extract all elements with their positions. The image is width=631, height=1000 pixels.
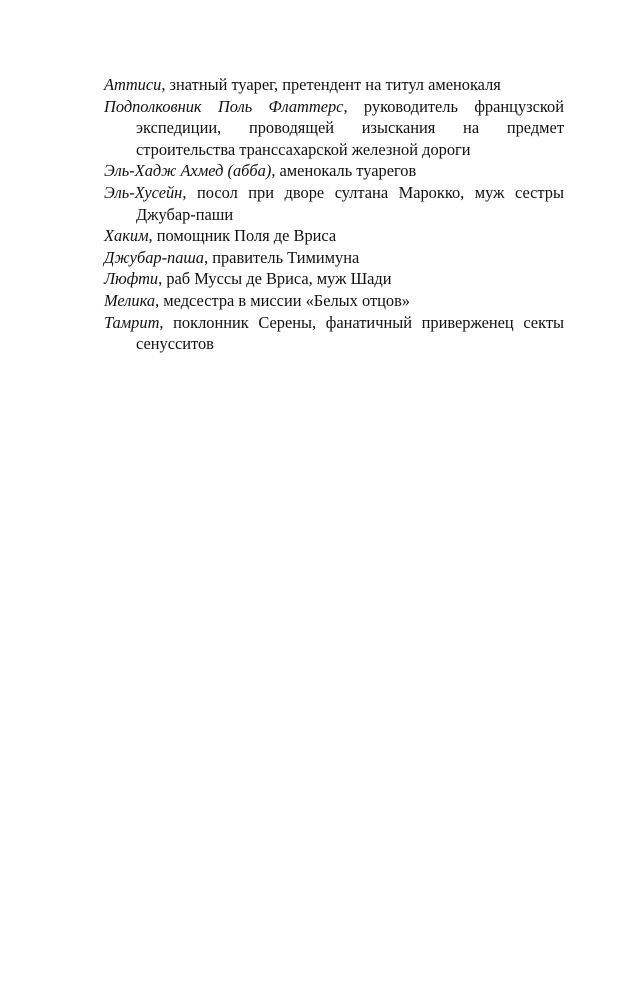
character-description: , знатный туарег, претендент на титул аменокаля xyxy=(161,75,501,94)
character-name: Мелика xyxy=(104,290,156,310)
character-description: , помощник Поля де Вриса xyxy=(148,226,337,246)
character-description: , правитель Тимимуна xyxy=(204,247,360,267)
character-entry-tamrit xyxy=(104,312,564,355)
character-name: Эль-Хадж Ахмед (абба) xyxy=(104,161,272,181)
character-list xyxy=(104,74,564,355)
character-name: Эль-Хусейн xyxy=(104,182,183,202)
character-name: Аттиси xyxy=(104,75,162,94)
character-entry-hakim xyxy=(104,225,564,247)
character-entry-el-husein xyxy=(104,182,564,225)
character-description: , руководитель французской экспедиции, проводящей изыскания на предмет строительства транссахарской железной дороги xyxy=(136,96,564,159)
character-entry-melika xyxy=(104,290,564,312)
character-description: , медсестра в миссии «Белых отцов» xyxy=(155,290,411,310)
character-name: Подполковник Поль Флаттерс xyxy=(104,96,344,116)
character-name: Джубар-паша xyxy=(104,247,205,267)
character-name: Люфти xyxy=(104,269,159,289)
character-description: , поклонник Серены, фанатичный приверженец секты сенусситов xyxy=(136,312,564,354)
character-entry-flatters xyxy=(104,96,564,161)
character-description: , аменокаль туарегов xyxy=(271,161,417,181)
character-entry-el-hadj-ahmed xyxy=(104,160,564,182)
character-name: Тамрит xyxy=(104,312,160,332)
character-entry-lyufti xyxy=(104,268,564,290)
character-description: , посол при дворе султана Марокко, муж сестры Джубар-паши xyxy=(136,182,564,224)
character-entry-attisi xyxy=(104,74,564,96)
character-name: Хаким xyxy=(104,226,149,246)
character-description: , раб Муссы де Вриса, муж Шади xyxy=(158,269,392,289)
character-entry-jubar-pasha xyxy=(104,247,564,269)
